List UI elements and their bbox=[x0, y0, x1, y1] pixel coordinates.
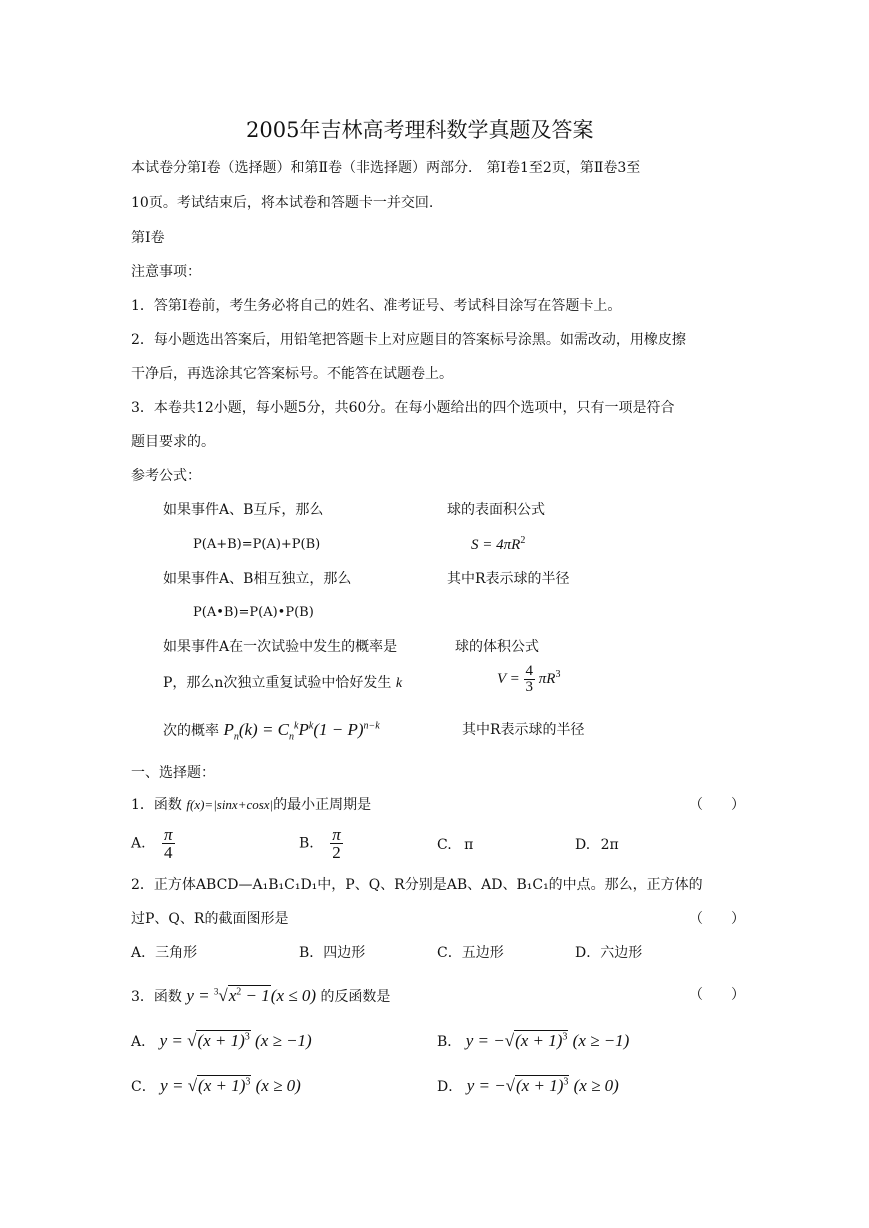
formula-right-2: 其中R表示球的半径 bbox=[447, 571, 570, 587]
notes-heading: 注意事项： bbox=[131, 264, 201, 280]
formula-left-1-eq: P(A+B)=P(A)+P(B) bbox=[193, 537, 321, 552]
q2-option-d: D．六边形 bbox=[575, 945, 643, 961]
formula-right-3: 球的体积公式 bbox=[455, 639, 539, 655]
formula-right-4: 其中R表示球的半径 bbox=[462, 722, 585, 738]
intro-line-2: 10页。考试结束后，将本试卷和答题卡一并交回. bbox=[131, 195, 434, 211]
q2-option-c: C．五边形 bbox=[437, 945, 504, 961]
question-2-line-2: 过P、Q、R的截面图形是 bbox=[131, 911, 289, 927]
formula-left-3: 如果事件A在一次试验中发生的概率是 bbox=[163, 639, 398, 655]
q1-option-a: A. $\frac{\pi}{4}$ bbox=[131, 825, 173, 862]
question-1: 1．函数 f(x)=|sinx+cosx|的最小正周期是 bbox=[131, 797, 372, 813]
note-1: 1．答第Ⅰ卷前，考生务必将自己的姓名、准考证号、考试科目涂写在答题卡上。 bbox=[131, 298, 622, 314]
intro-line-1: 本试卷分第Ⅰ卷（选择题）和第Ⅱ卷（非选择题）两部分． 第Ⅰ卷1至2页，第Ⅱ卷3至 bbox=[131, 160, 641, 176]
note-3-line-2: 题目要求的。 bbox=[131, 434, 215, 450]
q2-option-b: B．四边形 bbox=[299, 945, 366, 961]
sphere-area-formula: $S = 4\pi R^2$ bbox=[471, 535, 526, 553]
formula-left-5: 次的概率 $P_n(k) = C_n^kP^k(1 - P)^{n-k}$ bbox=[163, 720, 380, 743]
part-one-heading: 第Ⅰ卷 bbox=[131, 230, 165, 246]
formula-left-2-eq: P(A•B)=P(A)•P(B) bbox=[193, 605, 314, 620]
q1-option-d: D. 2π bbox=[575, 837, 619, 853]
q3-option-d: D． $y = -√(x + 1)^3$ (x ≥ 0) bbox=[437, 1076, 619, 1095]
question-2-line-1: 2．正方体ABCD—A₁B₁C₁D₁中，P、Q、R分别是AB、AD、B₁C₁的中点。那么，正方体的 bbox=[131, 877, 703, 893]
question-2-answer-paren: （ ） bbox=[689, 911, 745, 927]
formula-left-1: 如果事件A、B互斥，那么 bbox=[163, 502, 324, 518]
q3-option-a: A． $y = √(x + 1)^3$ (x ≥ −1) bbox=[131, 1031, 312, 1050]
question-3: 3．函数 $y = ^3√x^2 - 1(x \le 0)$ 的反函数是 bbox=[131, 986, 391, 1005]
section-heading: 一、选择题： bbox=[131, 765, 215, 781]
formula-left-2: 如果事件A、B相互独立，那么 bbox=[163, 571, 352, 587]
q3-option-c: C． $y = √(x + 1)^3$ (x ≥ 0) bbox=[131, 1076, 301, 1095]
question-3-answer-paren: （ ） bbox=[689, 987, 745, 1003]
note-2-line-1: 2．每小题选出答案后，用铅笔把答题卡上对应题目的答案标号涂黑。如需改动，用橡皮擦 bbox=[131, 332, 686, 348]
formula-heading: 参考公式： bbox=[131, 468, 201, 484]
q1-option-b: B. $\frac{\pi}{2}$ bbox=[299, 825, 341, 862]
note-3-line-1: 3．本卷共12小题，每小题5分，共60分。在每小题给出的四个选项中，只有一项是符合 bbox=[131, 400, 675, 416]
page-title: 2005年吉林高考理科数学真题及答案 bbox=[246, 118, 594, 142]
sphere-volume-formula: V = $\frac{4}{3}$ $\pi R^3$ bbox=[497, 663, 561, 695]
q3-option-b: B． $y = -√(x + 1)^3$ (x ≥ −1) bbox=[437, 1031, 630, 1050]
question-1-answer-paren: （ ） bbox=[689, 797, 745, 813]
formula-left-4: P，那么n次独立重复试验中恰好发生 k bbox=[163, 675, 403, 691]
formula-right-1: 球的表面积公式 bbox=[447, 502, 545, 518]
note-2-line-2: 干净后，再选涂其它答案标号。不能答在试题卷上。 bbox=[131, 366, 453, 382]
q2-option-a: A．三角形 bbox=[131, 945, 198, 961]
q1-option-c: C. π bbox=[437, 837, 474, 853]
